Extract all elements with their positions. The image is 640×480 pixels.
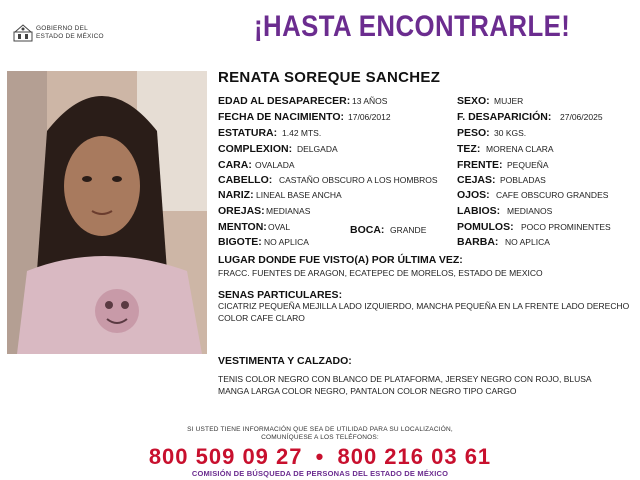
label-cejas: CEJAS: <box>457 174 496 186</box>
info-text-line2: COMUNÍQUESE A LOS TELÉFONOS: <box>261 434 379 441</box>
label-ojos: OJOS: <box>457 189 490 201</box>
label-peso: PESO: <box>457 127 490 139</box>
value-lugar: FRACC. FUENTES DE ARAGON, ECATEPEC DE MORELOS, ESTADO DE MEXICO <box>218 268 543 278</box>
commission-name: COMISIÓN DE BÚSQUEDA DE PERSONAS DEL ESTADO DE MÉXICO <box>191 469 449 478</box>
value-labios: MEDIANOS <box>507 206 553 216</box>
value-sexo: MUJER <box>494 96 524 106</box>
value-bigote: NO APLICA <box>264 237 309 247</box>
logo-text-line2: ESTADO DE MÉXICO <box>36 33 104 40</box>
person-photo-illustration <box>7 71 207 354</box>
phone-numbers <box>0 444 640 470</box>
value-cejas: POBLADAS <box>500 175 546 185</box>
info-text-line1: SI USTED TIENE INFORMACIÓN QUE SEA DE UTILIDAD PARA SU LOCALIZACIÓN, <box>187 426 453 433</box>
label-vestimenta: VESTIMENTA Y CALZADO: <box>218 355 352 367</box>
value-estatura: 1.42 MTS. <box>282 128 322 138</box>
value-senas: CICATRIZ PEQUEÑA MEJILLA LADO IZQUIERDO, MANCHA PEQUEÑA EN LA FRENTE LADO DERECHO COLOR CAFE CLARO <box>218 301 630 323</box>
label-estatura: ESTATURA: <box>218 127 278 139</box>
value-edad: 13 AÑOS <box>352 96 388 106</box>
phone-number-2[interactable]: 800 216 03 61 <box>337 444 492 469</box>
value-cara: OVALADA <box>255 160 295 170</box>
label-barba: BARBA: <box>457 236 499 248</box>
label-orejas: OREJAS: <box>218 205 265 217</box>
label-menton: MENTON: <box>218 221 267 233</box>
label-fecha-nacimiento: FECHA DE NACIMIENTO: <box>218 111 344 123</box>
label-boca: BOCA: <box>350 224 385 236</box>
value-barba: NO APLICA <box>505 237 550 247</box>
label-senas: SENAS PARTICULARES: <box>218 289 343 301</box>
value-tez: MORENA CLARA <box>486 144 554 154</box>
headline: ¡HASTA ENCONTRARLE! <box>254 10 571 43</box>
value-ojos: CAFE OBSCURO GRANDES <box>496 190 609 200</box>
person-name: RENATA SOREQUE SANCHEZ <box>218 69 441 86</box>
value-vestimenta: TENIS COLOR NEGRO CON BLANCO DE PLATAFORMA, JERSEY NEGRO CON ROJO, BLUSA MANGA LARGA COLOR NEGRO, PANTALON COLOR NEGRO TIPO CARGO <box>218 374 592 396</box>
label-cabello: CABELLO: <box>218 174 273 186</box>
phone-number-1[interactable]: 800 509 09 27 <box>148 444 303 469</box>
value-fecha-desaparicion: 27/06/2025 <box>560 112 603 122</box>
label-labios: LABIOS: <box>457 205 501 217</box>
value-frente: PEQUEÑA <box>507 160 549 170</box>
value-pomulos: POCO PROMINENTES <box>521 222 611 232</box>
label-fecha-desaparicion: F. DESAPARICIÓN: <box>457 111 552 123</box>
label-tez: TEZ: <box>457 143 481 155</box>
label-edad: EDAD AL DESAPARECER: <box>218 95 351 107</box>
label-nariz: NARIZ: <box>218 189 254 201</box>
logo-text-line1: GOBIERNO DEL <box>36 25 88 32</box>
state-seal-icon <box>12 22 34 44</box>
label-pomulos: POMULOS: <box>457 221 514 233</box>
value-menton: OVAL <box>268 222 291 232</box>
label-lugar: LUGAR DONDE FUE VISTO(A) POR ÚLTIMA VEZ: <box>218 254 463 266</box>
label-bigote: BIGOTE: <box>218 236 262 248</box>
value-cabello: CASTAÑO OBSCURO A LOS HOMBROS <box>279 175 438 185</box>
person-photo <box>7 71 207 354</box>
label-sexo: SEXO: <box>457 95 490 107</box>
label-complexion: COMPLEXION: <box>218 143 293 155</box>
government-logo <box>12 20 122 46</box>
value-boca: GRANDE <box>390 225 427 235</box>
value-complexion: DELGADA <box>297 144 338 154</box>
label-frente: FRENTE: <box>457 159 503 171</box>
value-peso: 30 KGS. <box>494 128 527 138</box>
value-fecha-nacimiento: 17/06/2012 <box>348 112 391 122</box>
value-nariz: LINEAL BASE ANCHA <box>256 190 342 200</box>
value-orejas: MEDIANAS <box>266 206 311 216</box>
phone-separator: • <box>315 444 325 469</box>
label-cara: CARA: <box>218 159 252 171</box>
